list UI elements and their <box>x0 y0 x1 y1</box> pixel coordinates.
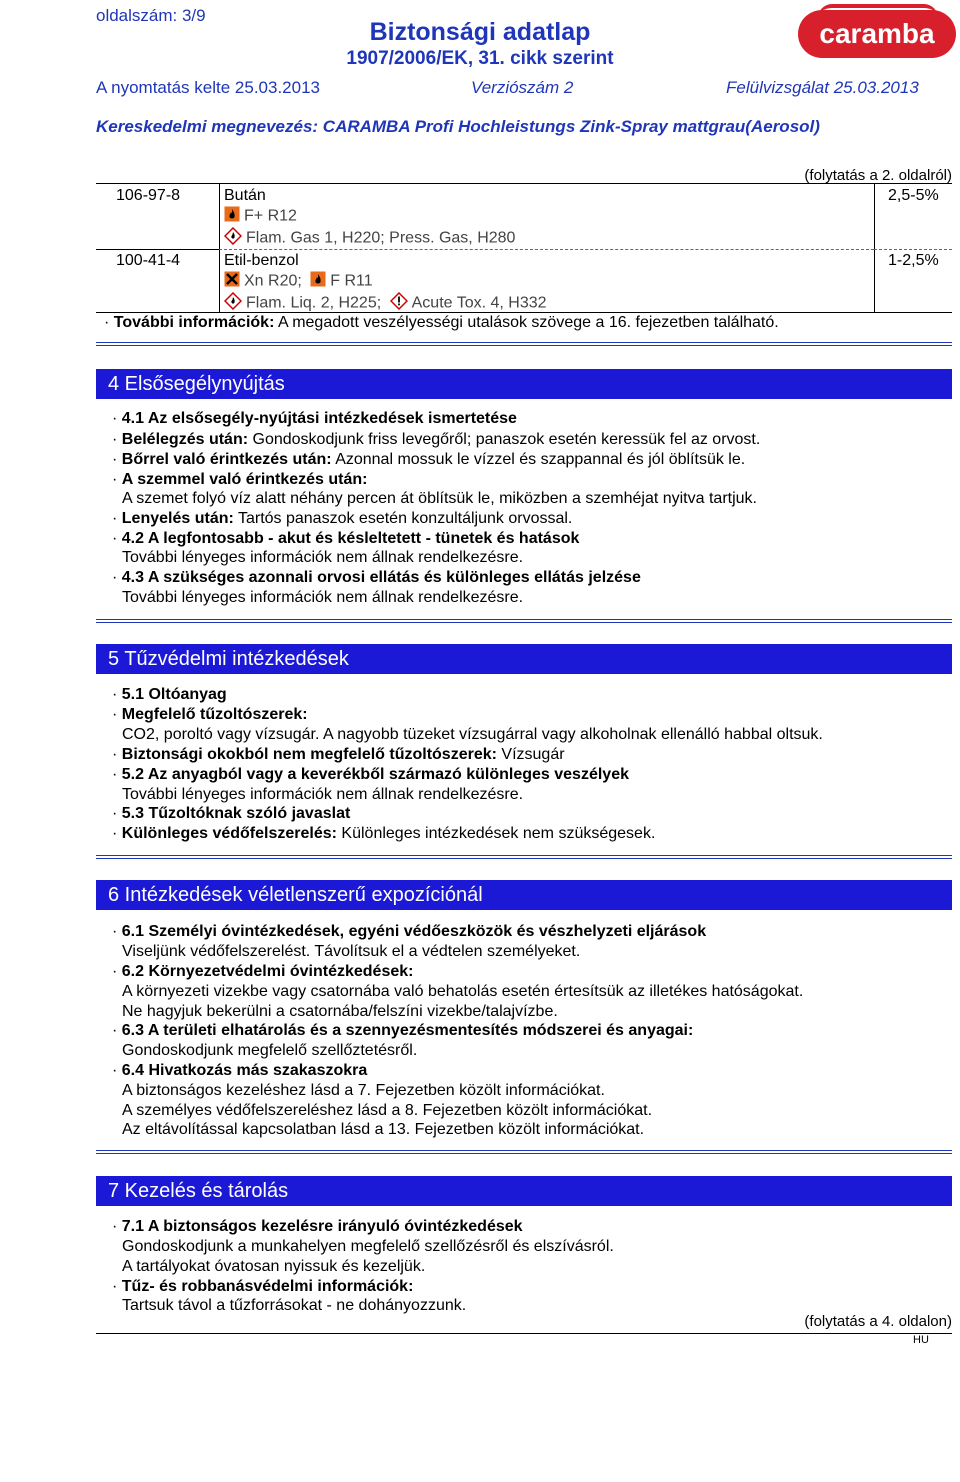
suitable-media-text: CO2, poroltó vagy vízsugár. A nagyobb tüzeket vízsugárral vagy alkoholnak ellenálló habbal oltsuk. <box>122 726 823 743</box>
trade-name: Kereskedelmi megnevezés: CARAMBA Profi Hochleistungs Zink-Spray mattgrau(Aerosol) <box>96 117 820 136</box>
ghs-text: Flam. Gas 1, H220; Press. Gas, H280 <box>246 229 516 247</box>
section-7-heading: 7 Kezelés és tárolás <box>96 1176 952 1206</box>
subsection-6-4-text-2: A személyes védőfelszereléshez lásd a 8. Fejezetben közölt információkat. <box>122 1102 653 1119</box>
subsection-4-2-text: További lényeges információk nem állnak rendelkezésre. <box>122 549 524 566</box>
eye-contact-text: A szemet folyó víz alatt néhány percen át öblítsük le, miközben a szemhéjat nyitva tartjuk. <box>122 490 757 507</box>
subsection-6-2-text-1: A környezeti vizekbe vagy csatornába való behatolás esetén értesítsük az illetékes hatóságokat. <box>122 983 804 1000</box>
section-divider <box>96 855 952 859</box>
further-info-text: A megadott veszélyességi utalások szövege a 16. fejezetben található. <box>277 314 779 331</box>
protective-equipment-item: · Különleges védőfelszerelés: Különleges intézkedések nem szükségesek. <box>112 825 656 842</box>
table-divider-left <box>219 184 220 312</box>
page-number: oldalszám: 3/9 <box>96 6 206 25</box>
section-divider <box>96 342 952 346</box>
section-5-heading: 5 Tűzvédelmi intézkedések <box>96 644 952 674</box>
component-percent: 1-2,5% <box>888 252 939 269</box>
subsection-5-2: · 5.2 Az anyagból vagy a keverékből származó különleges veszélyek <box>112 766 629 783</box>
subsection-6-4: · 6.4 Hivatkozás más szakaszokra <box>112 1062 368 1079</box>
footer-rule <box>96 1333 952 1334</box>
flame-icon <box>310 271 326 292</box>
ghs-row <box>224 227 515 250</box>
subsection-7-1-text-1: Gondoskodjunk a munkahelyen megfelelő szellőzésről és elszívásról. <box>122 1238 614 1255</box>
subsection-5-1: · 5.1 Oltóanyag <box>112 686 227 703</box>
cas-number: 106-97-8 <box>116 187 181 204</box>
revision-date: Felülvizsgálat 25.03.2013 <box>726 78 919 97</box>
harmful-cross-icon <box>224 271 240 292</box>
skin-contact-item: · Bőrrel való érintkezés után: Azonnal mossuk le vízzel és szappannal és jól öblítsük le. <box>112 451 746 468</box>
continued-to: (folytatás a 4. oldalon) <box>804 1313 952 1330</box>
fire-explosion-text: Tartsuk távol a tűzforrásokat - ne dohányozzunk. <box>122 1297 467 1314</box>
document-subtitle: 1907/2006/EK, 31. cikk szerint <box>346 48 614 69</box>
caramba-logo: caramba <box>798 10 956 58</box>
subsection-4-3: · 4.3 A szükséges azonnali orvosi ellátás és különleges ellátás jelzése <box>112 569 641 586</box>
subsection-7-1-text-2: A tartályokat óvatosan nyissuk és kezeljük. <box>122 1258 426 1275</box>
ghs-text-b: Acute Tox. 4, H332 <box>411 294 547 312</box>
subsection-6-4-text-1: A biztonságos kezeléshez lásd a 7. Fejezetben közölt információkat. <box>122 1082 605 1099</box>
print-date: A nyomtatás kelte 25.03.2013 <box>96 78 320 97</box>
classification-text-b: F R11 <box>330 272 373 290</box>
table-bottom-rule <box>96 312 952 313</box>
row-separator-right <box>874 249 952 250</box>
continued-from: (folytatás a 2. oldalról) <box>804 167 952 184</box>
language-code: HU <box>913 1334 929 1346</box>
document-title: Biztonsági adatlap <box>369 18 591 46</box>
classification-row <box>224 206 297 227</box>
fire-explosion-label: · Tűz- és robbanásvédelmi információk: <box>112 1278 414 1295</box>
suitable-media-label: · Megfelelő tűzoltószerek: <box>112 706 308 723</box>
ghs-text-a: Flam. Liq. 2, H225; <box>246 294 382 312</box>
subsection-6-4-text-3: Az eltávolítással kapcsolatban lásd a 13. Fejezetben közölt információkat. <box>122 1121 645 1138</box>
subsection-6-3-text: Gondoskodjunk megfelelő szellőztetésről. <box>122 1042 418 1059</box>
component-name: Etil-benzol <box>224 252 299 269</box>
unsuitable-media-item: · Biztonsági okokból nem megfelelő tűzoltószerek: Vízsugár <box>112 746 565 763</box>
section-divider <box>96 1150 952 1154</box>
subsection-4-2: · 4.2 A legfontosabb - akut és késleltetett - tünetek és hatások <box>112 530 580 547</box>
further-info: · További információk: A megadott veszélyességi utalások szövege a 16. fejezetben található. <box>104 314 779 331</box>
classification-row <box>224 271 373 292</box>
swallowing-item: · Lenyelés után: Tartós panaszok esetén konzultáljunk orvossal. <box>112 510 573 527</box>
subsection-6-2: · 6.2 Környezetvédelmi óvintézkedések: <box>112 963 414 980</box>
component-name: Bután <box>224 187 266 204</box>
subsection-5-3: · 5.3 Tűzoltóknak szóló javaslat <box>112 805 351 822</box>
subsection-4-3-text: További lényeges információk nem állnak rendelkezésre. <box>122 589 524 606</box>
subsection-6-1-text: Viseljünk védőfelszerelést. Távolítsuk el a védtelen személyeket. <box>122 943 581 960</box>
eye-contact-label: · A szemmel való érintkezés után: <box>112 471 368 488</box>
cas-number: 100-41-4 <box>116 252 181 269</box>
ghs-flame-icon <box>224 227 242 250</box>
subsection-6-3: · 6.3 A területi elhatárolás és a szennyezésmentesítés módszerei és anyagai: <box>112 1022 694 1039</box>
subsection-7-1: · 7.1 A biztonságos kezelésre irányuló óvintézkedések <box>112 1218 523 1235</box>
classification-text: F+ R12 <box>244 207 297 225</box>
inhalation-item: · Belélegzés után: Gondoskodjunk friss levegőről; panaszok esetén keressük fel az orvost. <box>112 431 761 448</box>
subsection-4-1: · 4.1 Az elsősegély-nyújtási intézkedések ismertetése <box>112 410 517 427</box>
subsection-6-2-text-2: Ne hagyjuk bekerülni a csatornába/felszíni vizekbe/talajvízbe. <box>122 1003 558 1020</box>
row-separator-left <box>96 249 219 250</box>
subsection-5-2-text: További lényeges információk nem állnak rendelkezésre. <box>122 786 524 803</box>
row-separator <box>219 249 874 250</box>
table-top-rule <box>96 183 952 184</box>
table-divider-right <box>874 184 875 312</box>
section-divider <box>96 619 952 623</box>
section-4-heading: 4 Elsősegélynyújtás <box>96 369 952 399</box>
subsection-6-1: · 6.1 Személyi óvintézkedések, egyéni védőeszközök és vészhelyzeti eljárások <box>112 923 707 940</box>
section-6-heading: 6 Intézkedések véletlenszerű expozíciónál <box>96 880 952 910</box>
version-number: Verziószám 2 <box>471 78 574 97</box>
classification-text-a: Xn R20; <box>244 272 302 290</box>
component-percent: 2,5-5% <box>888 187 939 204</box>
further-info-label: További információk: <box>113 314 275 331</box>
flame-icon <box>224 206 240 227</box>
